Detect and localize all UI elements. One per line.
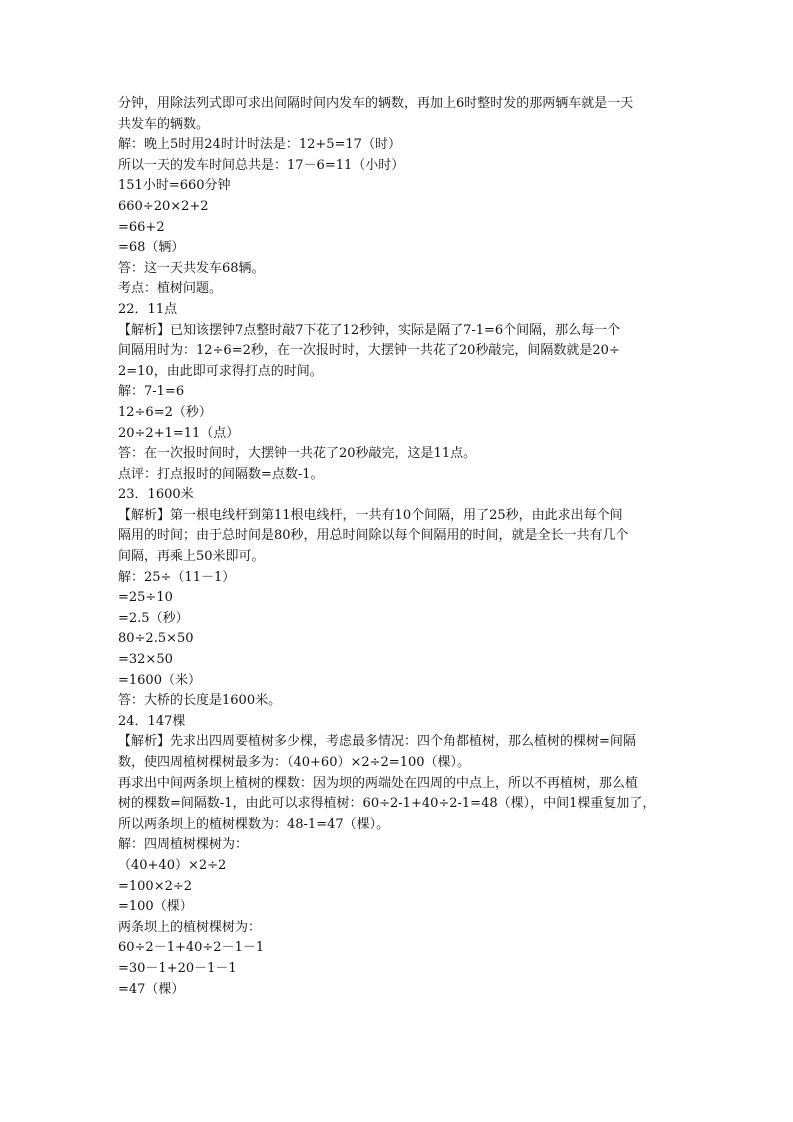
- text-line: 【解析】已知该摆钟7点整时敲7下花了12秒钟，实际是隔了7-1=6个间隔，那么每一个: [118, 322, 621, 338]
- text-line: 所以一天的发车时间总共是：17－6=11（小时）: [118, 157, 405, 173]
- text-line: 解：晚上5时用24时计时法是：12+5=17（时）: [118, 137, 401, 153]
- text-line: 660÷20×2+2: [118, 198, 209, 214]
- text-line: 24．147棵: [118, 713, 186, 729]
- text-line: 60÷2－1+40÷2－1－1: [118, 940, 265, 956]
- text-line: 答：这一天共发车68辆。: [118, 260, 265, 276]
- text-line: 解：25÷（11－1）: [118, 569, 236, 585]
- text-line: 考点：植树问题。: [118, 281, 223, 297]
- document-body: [118, 94, 678, 1000]
- text-line: 间隔，再乘上50米即可。: [118, 549, 265, 565]
- text-line: 【解析】第一根电线杆到第11根电线杆，一共有10个间隔，用了25秒，由此求出每个间: [118, 507, 623, 523]
- text-line: 共发车的辆数。: [118, 116, 210, 132]
- text-line: 隔用的时间；由于总时间是80秒，用总时间除以每个间隔用的时间，就是全长一共有几个: [118, 528, 629, 544]
- text-line: （40+40）×2÷2: [118, 857, 227, 873]
- text-line: 22．11点: [118, 301, 178, 317]
- text-line: 分钟，用除法列式即可求出间隔时间内发车的辆数，再加上6时整时发的那两辆车就是一天: [118, 96, 634, 111]
- text-line: 80÷2.5×50: [118, 631, 194, 647]
- text-line: =100（棵）: [118, 899, 193, 915]
- text-line: 解：四周植树棵树为：: [118, 837, 249, 853]
- text-line: 间隔用时为：12÷6=2秒，在一次报时时，大摆钟一共花了20秒敲完，间隔数就是20÷: [118, 343, 620, 359]
- text-line: 20÷2+1=11（点）: [118, 425, 240, 441]
- text-line: 23．1600米: [118, 487, 194, 503]
- text-line: =25÷10: [118, 590, 173, 606]
- text-line: =1600（米）: [118, 672, 201, 688]
- text-line: 数，使四周植树棵树最多为：（40+60）×2÷2=100（棵）。: [118, 755, 471, 770]
- text-line: 解：7-1=6: [118, 384, 185, 400]
- text-line: 答：在一次报时间时，大摆钟一共花了20秒敲完，这是11点。: [118, 446, 477, 462]
- text-line: 答：大桥的长度是1600米。: [118, 693, 282, 709]
- text-line: =100×2÷2: [118, 878, 193, 894]
- text-line: 【解析】先求出四周要植树多少棵，考虑最多情况：四个角都植树，那么植树的棵树=间隔: [118, 734, 636, 750]
- text-line: =2.5（秒）: [118, 610, 189, 626]
- text-line: 12÷6=2（秒）: [118, 404, 212, 420]
- text-line: 所以两条坝上的植树棵数为：48-1=47（棵）。: [118, 816, 390, 832]
- text-line: 树的棵数=间隔数-1，由此可以求得植树：60÷2-1+40÷2-1=48（棵），中间1棵重复加了，: [118, 796, 656, 812]
- text-line: =32×50: [118, 652, 173, 668]
- text-line: =68（辆）: [118, 240, 185, 256]
- text-line: =30－1+20－1－1: [118, 960, 237, 976]
- text-line: 两条坝上的植树棵树为：: [118, 919, 262, 935]
- text-line: =47（棵）: [118, 981, 185, 997]
- text-line: 点评：打点报时的间隔数=点数-1。: [118, 466, 324, 482]
- text-line: 2=10，由此即可求得打点的时间。: [118, 363, 323, 379]
- text-line: 151小时=660分钟: [118, 178, 231, 194]
- text-line: =66+2: [118, 219, 165, 235]
- text-line: 再求出中间两条坝上植树的棵数：因为坝的两端处在四周的中点上，所以不再植树，那么植: [118, 775, 639, 791]
